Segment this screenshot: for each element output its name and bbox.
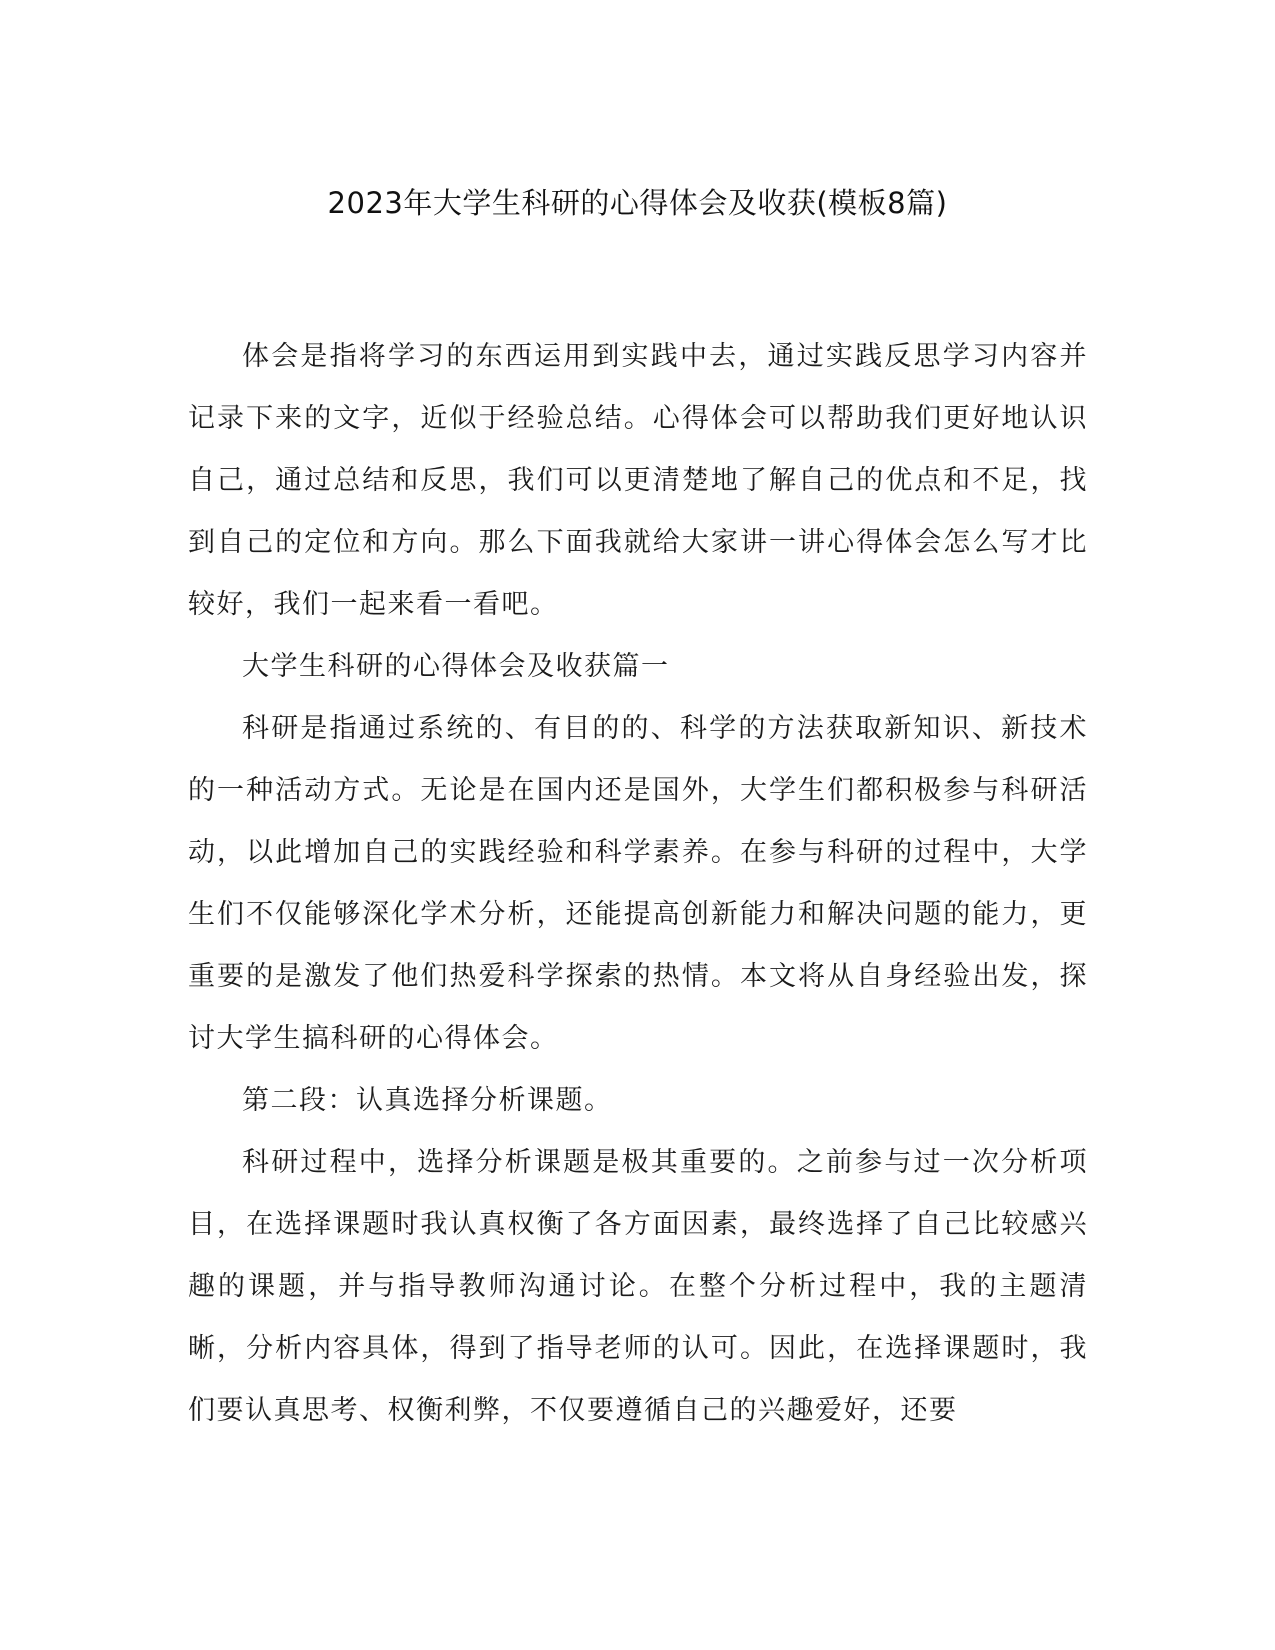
body-paragraph-2: 科研过程中，选择分析课题是极其重要的。之前参与过一次分析项目，在选择课题时我认真权衡了各方面因素，最终选择了自己比较感兴趣的课题，并与指导教师沟通讨论。在整个分析过程中，我的主题清晰，分析内容具体，得到了指导老师的认可。因此，在选择课题时，我们要认真思考、权衡利弊，不仅要遵循自己的兴趣爱好，还要 — [188, 1147, 1088, 1426]
intro-paragraph: 体会是指将学习的东西运用到实践中去，通过实践反思学习内容并记录下来的文字，近似于经验总结。心得体会可以帮助我们更好地认识自己，通过总结和反思，我们可以更清楚地了解自己的优点和不足，找到自己的定位和方向。那么下面我就给大家讲一讲心得体会怎么写才比较好，我们一起来看一看吧。 — [188, 341, 1088, 620]
section-heading-1: 大学生科研的心得体会及收获篇一 — [242, 651, 670, 682]
document-body — [188, 326, 1088, 1442]
document-title: 2023年大学生科研的心得体会及收获(模板8篇) — [327, 186, 948, 220]
section-heading-2: 第二段：认真选择分析课题。 — [242, 1085, 613, 1116]
body-paragraph-1: 科研是指通过系统的、有目的的、科学的方法获取新知识、新技术的一种活动方式。无论是在国内还是国外，大学生们都积极参与科研活动，以此增加自己的实践经验和科学素养。在参与科研的过程中，大学生们不仅能够深化学术分析，还能提高创新能力和解决问题的能力，更重要的是激发了他们热爱科学探索的热情。本文将从自身经验出发，探讨大学生搞科研的心得体会。 — [188, 713, 1088, 1054]
